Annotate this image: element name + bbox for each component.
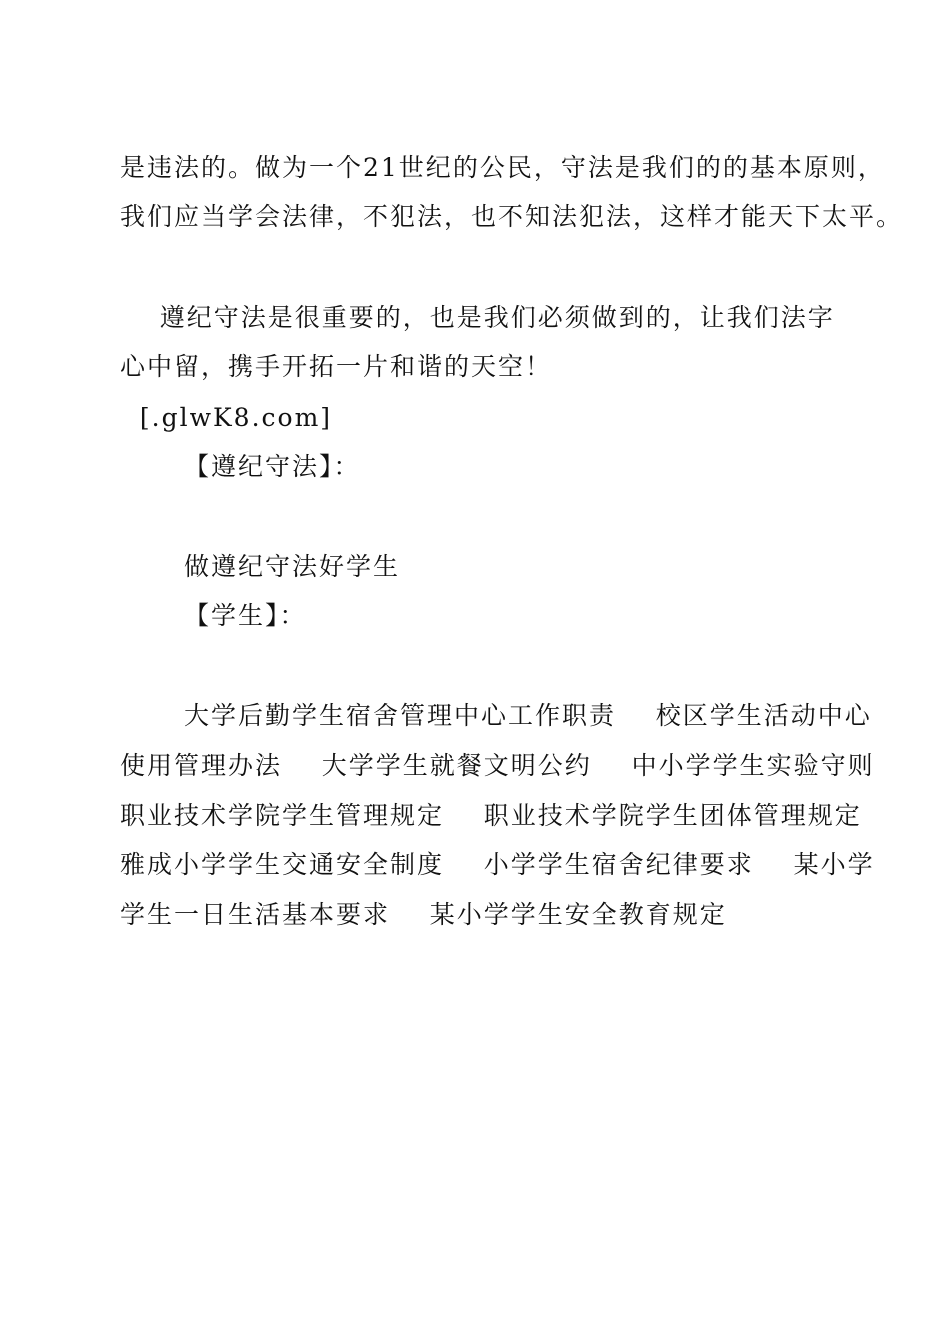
- tag-heading: 【学生】：: [184, 601, 307, 630]
- related-list-line[interactable]: 使用管理办法 大学学生就餐文明公约 中小学学生实验守则: [120, 751, 875, 780]
- related-list-line[interactable]: 学生一日生活基本要求 某小学学生安全教育规定: [120, 900, 727, 929]
- related-list-line[interactable]: 职业技术学院学生管理规定 职业技术学院学生团体管理规定: [120, 801, 862, 830]
- paragraph-line: 心中留，携手开拓一片和谐的天空！: [120, 352, 553, 381]
- tag-heading: 【遵纪守法】：: [184, 452, 361, 481]
- paragraph-line: 遵纪守法是很重要的，也是我们必须做到的，让我们法字: [120, 303, 835, 332]
- related-list-line[interactable]: 大学后勤学生宿舍管理中心工作职责 校区学生活动中心: [184, 701, 872, 730]
- article-title: 做遵纪守法好学生: [184, 552, 401, 581]
- paragraph-line: 是违法的。做为一个21世纪的公民，守法是我们的的基本原则，: [120, 153, 885, 182]
- related-list-line[interactable]: 雅成小学学生交通安全制度 小学学生宿舍纪律要求 某小学: [120, 850, 875, 879]
- paragraph-line: 我们应当学会法律，不犯法，也不知法犯法，这样才能天下太平。: [120, 202, 904, 231]
- source-link[interactable]: [.glwK8.com]: [120, 403, 333, 432]
